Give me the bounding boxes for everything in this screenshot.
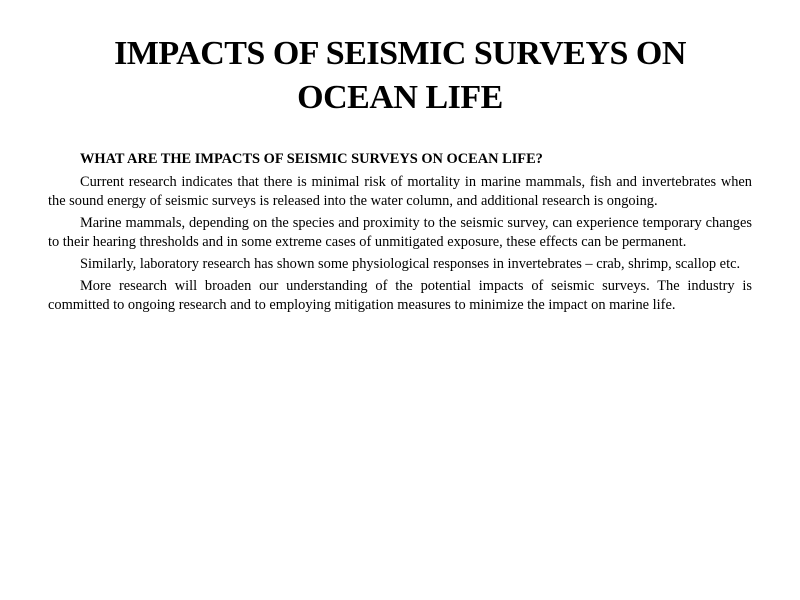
paragraph-marine-mammals: Marine mammals, depending on the species and proximity to the seismic survey, can experience temporary changes to their hearing thresholds and in some extreme cases of unmitigated exposure, these effects can be permanent. bbox=[48, 215, 752, 250]
section-heading: WHAT ARE THE IMPACTS OF SEISMIC SURVEYS ON OCEAN LIFE? bbox=[80, 151, 543, 167]
slide-title: IMPACTS OF SEISMIC SURVEYS ON OCEAN LIFE bbox=[114, 35, 686, 116]
slide-body bbox=[48, 150, 752, 315]
paragraph-invertebrates: Similarly, laboratory research has shown some physiological responses in invertebrates – crab, shrimp, scallop etc. bbox=[80, 256, 741, 272]
paragraph-mortality-risk: Current research indicates that there is minimal risk of mortality in marine mammals, fish and invertebrates when the sound energy of seismic surveys is released into the water column, and additional research is ongoing. bbox=[48, 174, 752, 209]
paragraph-more-research: More research will broaden our understanding of the potential impacts of seismic surveys. The industry is committed to ongoing research and to employing mitigation measures to minimize the impact on marine life. bbox=[48, 278, 752, 313]
